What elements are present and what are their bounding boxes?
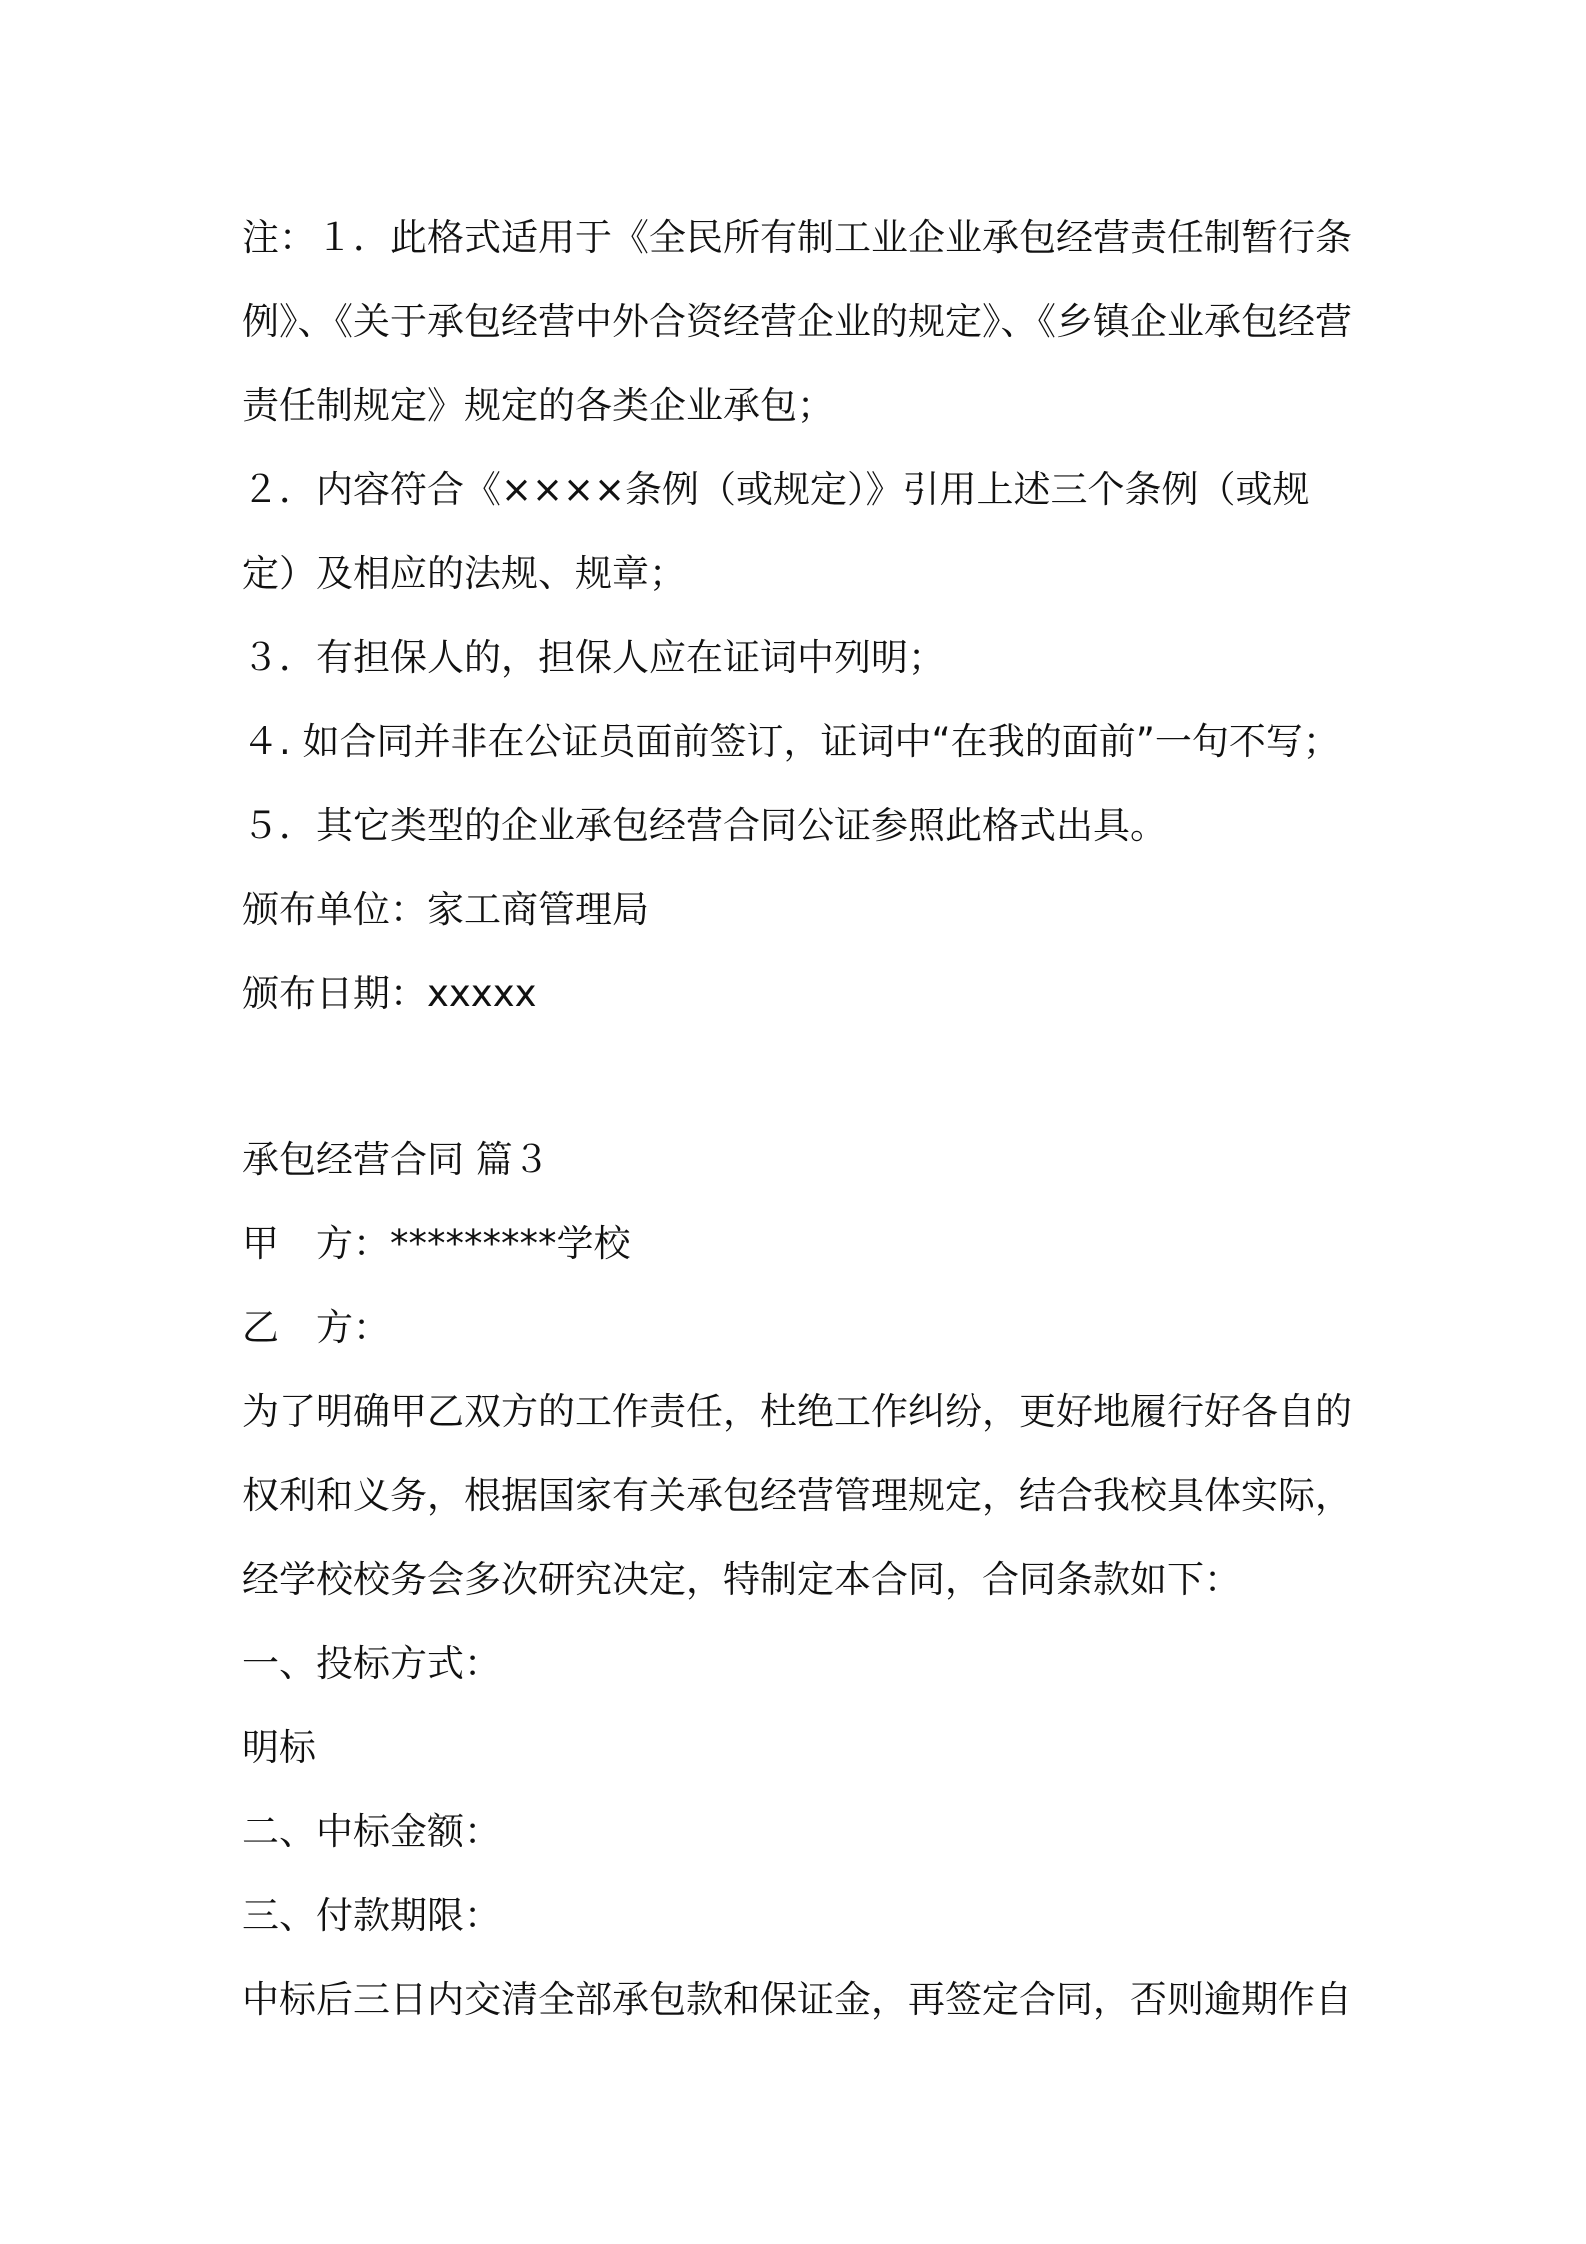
note-line: 责任制规定》规定的各类企业承包； (242, 384, 834, 427)
note-line: ５．其它类型的企业承包经营合同公证参照此格式出具。 (242, 804, 1167, 847)
clause-heading: 三、付款期限： (242, 1894, 501, 1937)
note-line: 注：１．此格式适用于《全民所有制工业企业承包经营责任制暂行条 (242, 216, 1352, 259)
issue-date: 颁布日期：xxxxx (242, 972, 537, 1015)
note-line: 定）及相应的法规、规章； (242, 552, 686, 595)
contract-paragraph: 经学校校务会多次研究决定，特制定本合同，合同条款如下： (242, 1558, 1241, 1601)
note-line: ４. 如合同并非在公证员面前签订，证词中“在我的面前”一句不写； (242, 720, 1340, 763)
clause-text: 明标 (242, 1726, 316, 1769)
section-spacer (242, 1036, 1362, 1118)
party-a: 甲 方：*********学校 (242, 1222, 631, 1265)
document-body (242, 196, 1362, 2042)
clause-heading: 二、中标金额： (242, 1810, 501, 1853)
contract-paragraph: 为了明确甲乙双方的工作责任，杜绝工作纠纷，更好地履行好各自的 (242, 1390, 1352, 1433)
note-line: ３．有担保人的，担保人应在证词中列明； (242, 636, 945, 679)
party-b: 乙 方： (242, 1306, 390, 1349)
contract-paragraph: 权利和义务，根据国家有关承包经营管理规定，结合我校具体实际， (242, 1474, 1352, 1517)
clause-text: 中标后三日内交清全部承包款和保证金，再签定合同，否则逾期作自 (242, 1978, 1352, 2021)
clause-heading: 一、投标方式： (242, 1642, 501, 1685)
note-line: ２．内容符合《××××条例（或规定）》引用上述三个条例（或规 (242, 468, 1310, 511)
note-line: 例》、《关于承包经营中外合资经营企业的规定》、《乡镇企业承包经营 (242, 300, 1352, 343)
section-heading: 承包经营合同 篇３ (242, 1138, 550, 1181)
issuing-unit: 颁布单位：家工商管理局 (242, 888, 649, 931)
